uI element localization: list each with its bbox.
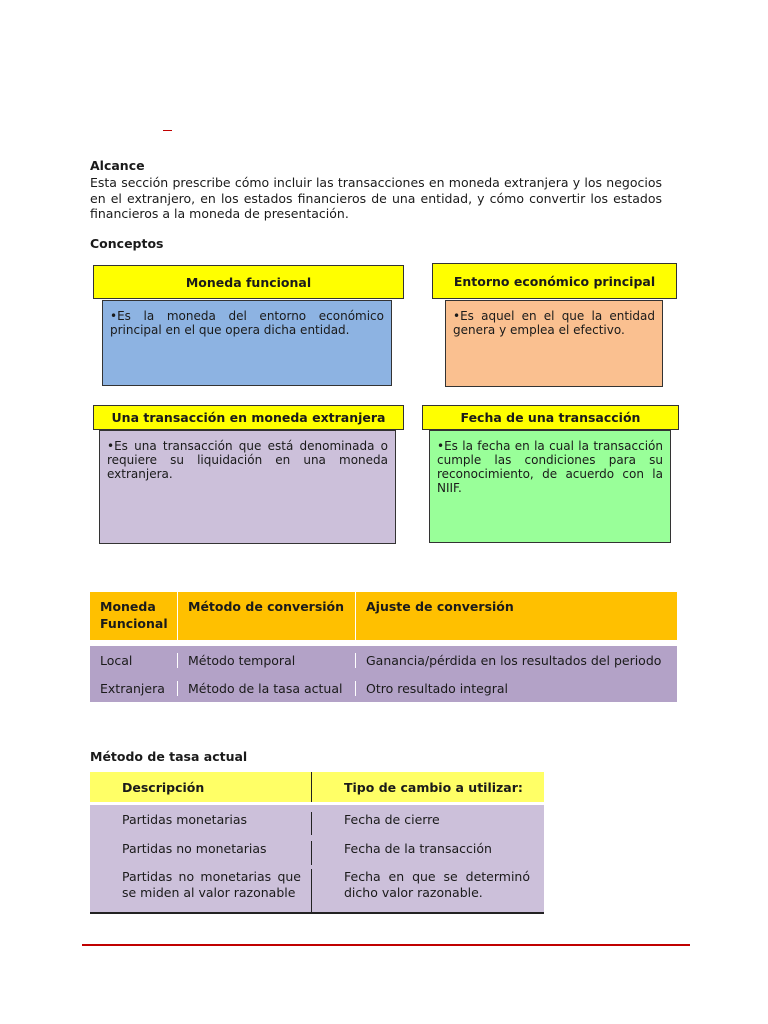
cell: Ganancia/pérdida en los resultados del periodo — [366, 652, 662, 668]
cell: Fecha en que se determinó dicho valor razonable. — [344, 869, 530, 900]
header-metodo-conversion: Método de conversión — [178, 592, 356, 640]
cell: Método temporal — [178, 653, 356, 668]
concept-box-transaccion-extranjera — [99, 430, 396, 544]
cell: Partidas no monetarias — [90, 841, 312, 865]
cell: Otro resultado integral — [366, 680, 508, 696]
concept-title-entorno-economico: Entorno económico principal — [432, 263, 677, 299]
conversion-table-header — [90, 592, 677, 640]
table-row — [90, 865, 544, 912]
concept-box-entorno-economico — [445, 300, 663, 387]
concept-text: Es la fecha en la cual la transacción cumple las condiciones para su reconocimiento, de acuerdo con la NIIF. — [437, 439, 663, 495]
cell: Extranjera — [90, 681, 178, 696]
header-descripcion: Descripción — [90, 772, 312, 802]
cell: Partidas no monetarias que se miden al valor razonable — [90, 869, 312, 912]
cell: Fecha de la transacción — [344, 841, 492, 856]
table-row — [90, 835, 544, 865]
cell: Método de la tasa actual — [178, 681, 356, 696]
cell: Fecha de cierre — [344, 812, 440, 827]
header-tipo-cambio: Tipo de cambio a utilizar: — [344, 779, 523, 795]
header-ajuste-conversion: Ajuste de conversión — [366, 599, 514, 614]
cell: Local — [90, 653, 178, 668]
concept-box-fecha-transaccion — [429, 430, 671, 543]
concept-title-transaccion-extranjera: Una transacción en moneda extranjera — [93, 405, 404, 430]
table-row — [90, 674, 677, 702]
tasa-table-body — [90, 805, 544, 914]
concept-text: Es la moneda del entorno económico principal en el que opera dicha entidad. — [110, 309, 384, 337]
conversion-table — [90, 592, 677, 702]
concept-text: Es aquel en el que la entidad genera y emplea el efectivo. — [453, 309, 655, 337]
concept-title-moneda-funcional: Moneda funcional — [93, 265, 404, 299]
table-row — [90, 805, 544, 835]
red-dash-mark — [163, 130, 172, 131]
conceptos-heading: Conceptos — [90, 236, 164, 251]
concept-text: Es una transacción que está denominada o requiere su liquidación en una moneda extranjera. — [107, 439, 388, 481]
tasa-table-header — [90, 772, 544, 805]
alcance-heading: Alcance — [90, 158, 145, 173]
concept-box-moneda-funcional — [102, 300, 392, 386]
cell: Partidas monetarias — [90, 812, 312, 835]
alcance-paragraph: Esta sección prescribe cómo incluir las transacciones en moneda extranjera y los negocios en el extranjero, en los estados financieros de una entidad, y cómo convertir los estados financieros a la moneda de presentación. — [90, 175, 662, 221]
concept-title-fecha-transaccion: Fecha de una transacción — [422, 405, 679, 430]
table-row — [90, 646, 677, 674]
footer-divider — [82, 944, 690, 946]
tasa-actual-table — [90, 772, 544, 914]
conversion-table-body — [90, 646, 677, 702]
header-moneda-funcional: Moneda Funcional — [90, 592, 178, 640]
tasa-actual-heading: Método de tasa actual — [90, 749, 248, 764]
